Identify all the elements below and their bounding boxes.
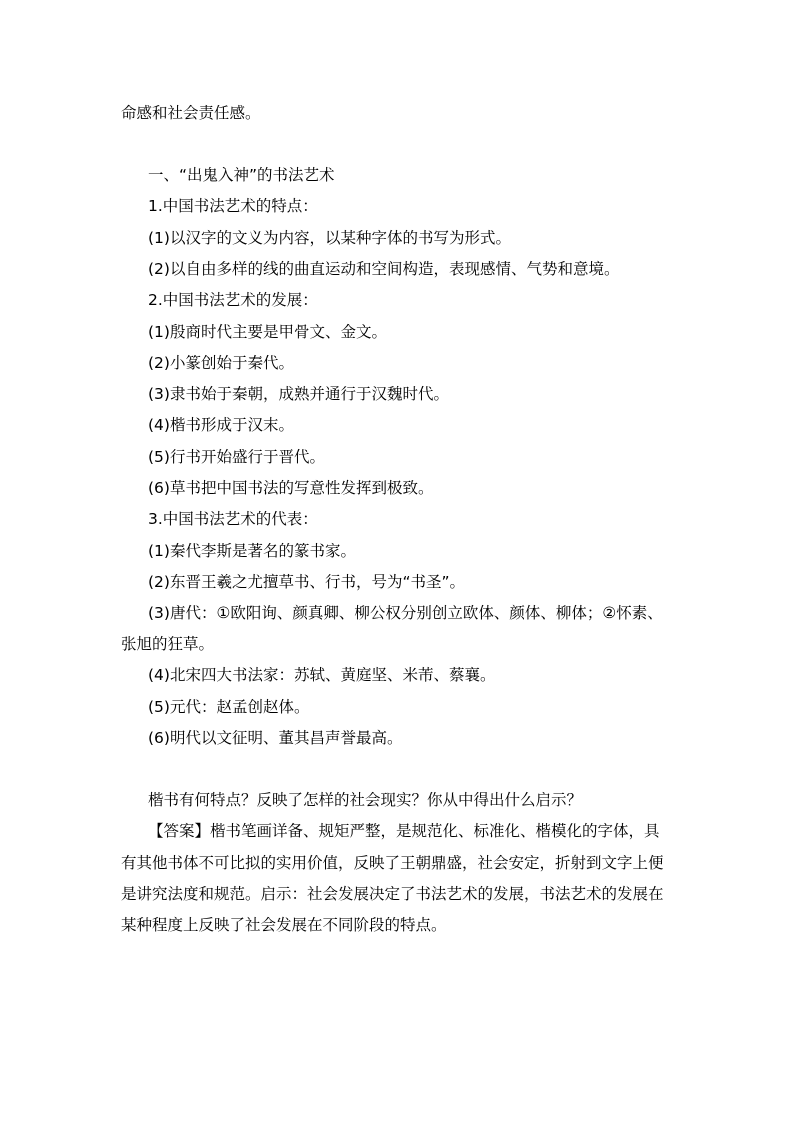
point-2-item: (1)殷商时代主要是甲骨文、金文。 xyxy=(148,323,387,341)
answer-tag: 【答案】 xyxy=(148,822,211,840)
point-1-item: (2)以自由多样的线的曲直运动和空间构造，表现感情、气势和意境。 xyxy=(148,260,620,278)
answer-line: 楷书笔画详备、规矩严整，是规范化、标准化、楷模化的字体，具 xyxy=(210,822,660,840)
point-3-item: (2)东晋王羲之尤擅草书、行书，号为“书圣”。 xyxy=(148,573,466,591)
point-1-item: (1)以汉字的文义为内容，以某种字体的书写为形式。 xyxy=(148,229,511,247)
point-2-title: 2.中国书法艺术的发展： xyxy=(148,291,318,309)
point-2-item: (5)行书开始盛行于晋代。 xyxy=(148,448,325,466)
point-3-title: 3.中国书法艺术的代表： xyxy=(148,510,318,528)
point-3-item: (6)明代以文征明、董其昌声誉最高。 xyxy=(148,729,403,747)
answer-line: 某种程度上反映了社会发展在不同阶段的特点。 xyxy=(121,916,447,934)
point-3-item-continuation: 张旭的狂草。 xyxy=(121,635,215,653)
section-heading: 一、“出鬼入神”的书法艺术 xyxy=(148,166,335,184)
answer-first-line xyxy=(148,821,660,841)
question-text: 楷书有何特点？反映了怎样的社会现实？你从中得出什么启示？ xyxy=(148,791,583,809)
point-2-item: (2)小篆创始于秦代。 xyxy=(148,354,294,372)
intro-tail-text: 命感和社会责任感。 xyxy=(121,104,261,122)
point-2-item: (3)隶书始于秦朝，成熟并通行于汉魏时代。 xyxy=(148,385,449,403)
point-1-title: 1.中国书法艺术的特点： xyxy=(148,197,318,215)
point-2-item: (6)草书把中国书法的写意性发挥到极致。 xyxy=(148,479,434,497)
point-2-item: (4)楷书形成于汉末。 xyxy=(148,416,294,434)
point-3-item: (1)秦代李斯是著名的篆书家。 xyxy=(148,542,356,560)
answer-line: 有其他书体不可比拟的实用价值，反映了王朝鼎盛，社会安定，折射到文字上便 xyxy=(121,854,664,872)
point-3-item: (5)元代：赵孟创赵体。 xyxy=(148,698,310,716)
point-3-item: (4)北宋四大书法家：苏轼、黄庭坚、米芾、蔡襄。 xyxy=(148,666,496,684)
answer-line: 是讲究法度和规范。启示：社会发展决定了书法艺术的发展，书法艺术的发展在 xyxy=(121,885,664,903)
point-3-item: (3)唐代：①欧阳询、颜真卿、柳公权分别创立欧体、颜体、柳体；②怀素、 xyxy=(148,604,663,622)
